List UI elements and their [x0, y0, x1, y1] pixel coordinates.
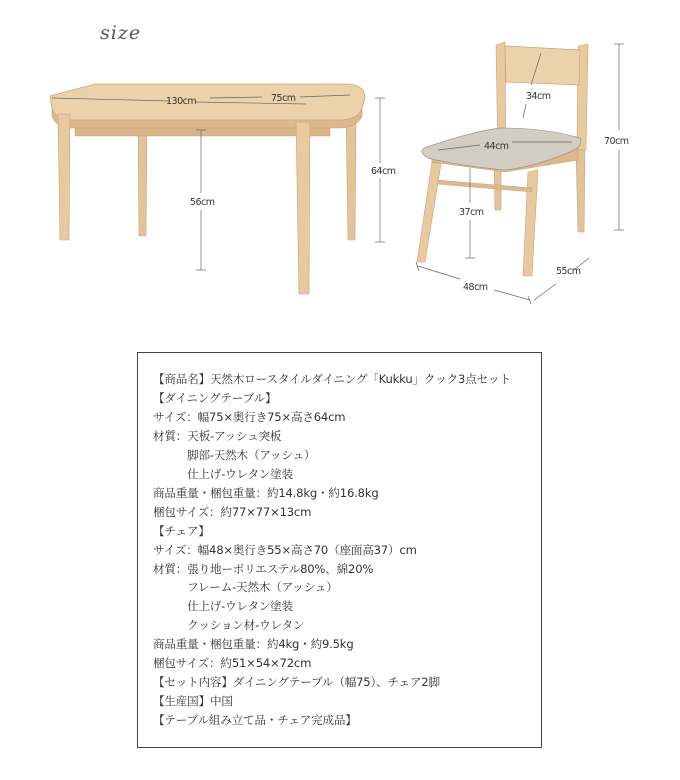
- spec-table-weight: 商品重量・梱包重量：約14.8kg・約16.8kg: [153, 485, 379, 500]
- spec-set-contents: 【セット内容】ダイニングテーブル（幅75）、チェア2脚: [153, 675, 440, 690]
- spec-table-heading: 【ダイニングテーブル】: [153, 390, 277, 405]
- spec-chair-size: サイズ：幅48×奥行き55×高さ70（座面高37）cm: [153, 542, 417, 557]
- spec-chair-weight: 商品重量・梱包重量：約4kg・約9.5kg: [153, 637, 354, 652]
- spec-chair-heading: 【チェア】: [153, 523, 210, 538]
- spec-list: [153, 370, 511, 730]
- chair-height-label: 70cm: [604, 136, 629, 147]
- table-height-label: 64cm: [371, 166, 396, 177]
- chair-depth-label: 55cm: [556, 266, 581, 277]
- size-heading: size: [100, 22, 142, 44]
- spec-assembly-note: 【テーブル組み立て品・チェア完成品】: [153, 713, 357, 728]
- spec-chair-material-frame: フレーム-天然木（アッシュ）: [187, 580, 338, 595]
- chair-seat-width-label: 44cm: [484, 141, 509, 152]
- chair-seat-height-label: 37cm: [459, 207, 484, 218]
- spec-country: 【生産国】中国: [153, 694, 233, 709]
- spec-table-package-size: 梱包サイズ：約77×77×13cm: [153, 504, 312, 519]
- spec-product-name: 【商品名】天然木ロースタイルダイニング「Kukku」クック3点セット: [153, 372, 511, 386]
- spec-table-size: サイズ：幅75×奥行き75×高さ64cm: [153, 409, 346, 424]
- table-length-label: 130cm: [166, 96, 197, 107]
- chair-back-label: 34cm: [526, 91, 551, 102]
- table-leg-label: 56cm: [190, 197, 215, 208]
- spec-table-material-top: 材質：天板-アッシュ突板: [153, 428, 282, 443]
- spec-table-material-legs: 脚部-天然木（アッシュ）: [187, 447, 316, 462]
- spec-chair-material-fabric: 材質：張り地ーポリエステル80%、綿20%: [153, 561, 374, 576]
- dining-table-drawing: [50, 84, 385, 294]
- furniture-dimension-illustration: [0, 0, 680, 340]
- table-depth-label: 75cm: [271, 93, 296, 104]
- spec-chair-package-size: 梱包サイズ：約51×54×72cm: [153, 656, 312, 671]
- spec-chair-finish: 仕上げ-ウレタン塗装: [187, 599, 294, 614]
- chair-width-label: 48cm: [463, 282, 488, 293]
- chair-drawing: [416, 42, 624, 304]
- spec-chair-cushion: クッション材-ウレタン: [187, 618, 305, 633]
- spec-table-finish: 仕上げ-ウレタン塗装: [187, 466, 294, 481]
